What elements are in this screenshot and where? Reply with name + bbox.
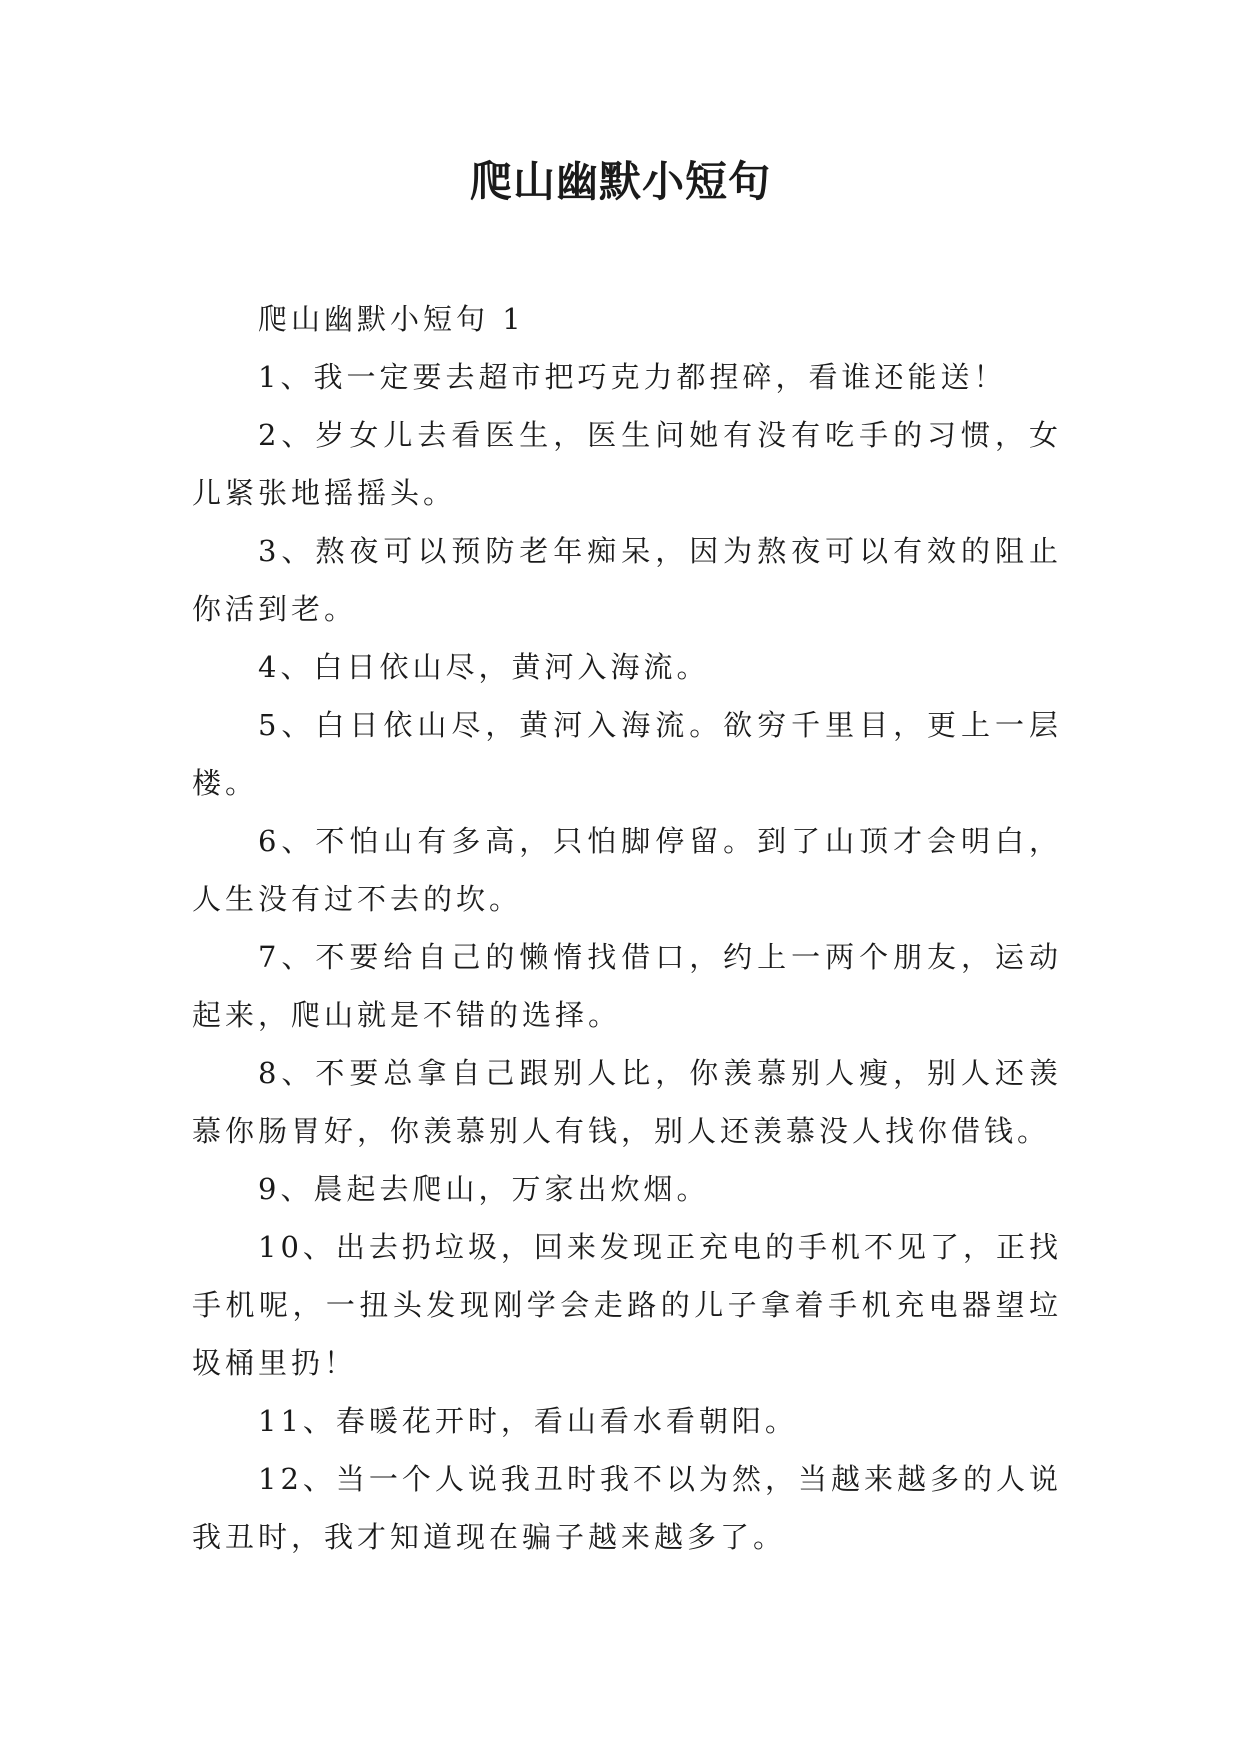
list-item: 10、出去扔垃圾，回来发现正充电的手机不见了，正找手机呢，一扭头发现刚学会走路的儿子拿着手机充电器望垃圾桶里扔！	[192, 1230, 1062, 1380]
list-item: 5、白日依山尽，黄河入海流。欲穷千里目，更上一层楼。	[192, 708, 1062, 800]
list-item: 12、当一个人说我丑时我不以为然，当越来越多的人说我丑时，我才知道现在骗子越来越多了。	[192, 1462, 1062, 1554]
list-item: 6、不怕山有多高，只怕脚停留。到了山顶才会明白，人生没有过不去的坎。	[192, 824, 1062, 916]
document-body	[192, 290, 1062, 1566]
list-item: 11、春暖花开时，看山看水看朝阳。	[258, 1404, 798, 1438]
document-title: 爬山幽默小短句	[469, 157, 771, 206]
section-heading: 爬山幽默小短句 1	[258, 302, 525, 336]
list-item: 3、熬夜可以预防老年痴呆，因为熬夜可以有效的阻止你活到老。	[192, 534, 1062, 626]
list-item: 4、白日依山尽，黄河入海流。	[258, 650, 710, 684]
list-item: 8、不要总拿自己跟别人比，你羡慕别人瘦，别人还羡慕你肠胃好，你羡慕别人有钱，别人还羡慕没人找你借钱。	[192, 1056, 1062, 1148]
list-item: 7、不要给自己的懒惰找借口，约上一两个朋友，运动起来，爬山就是不错的选择。	[192, 940, 1062, 1032]
list-item: 9、晨起去爬山，万家出炊烟。	[258, 1172, 710, 1206]
list-item: 2、岁女儿去看医生，医生问她有没有吃手的习惯，女儿紧张地摇摇头。	[192, 418, 1062, 510]
list-item: 1、我一定要去超市把巧克力都捏碎，看谁还能送！	[258, 360, 1007, 394]
